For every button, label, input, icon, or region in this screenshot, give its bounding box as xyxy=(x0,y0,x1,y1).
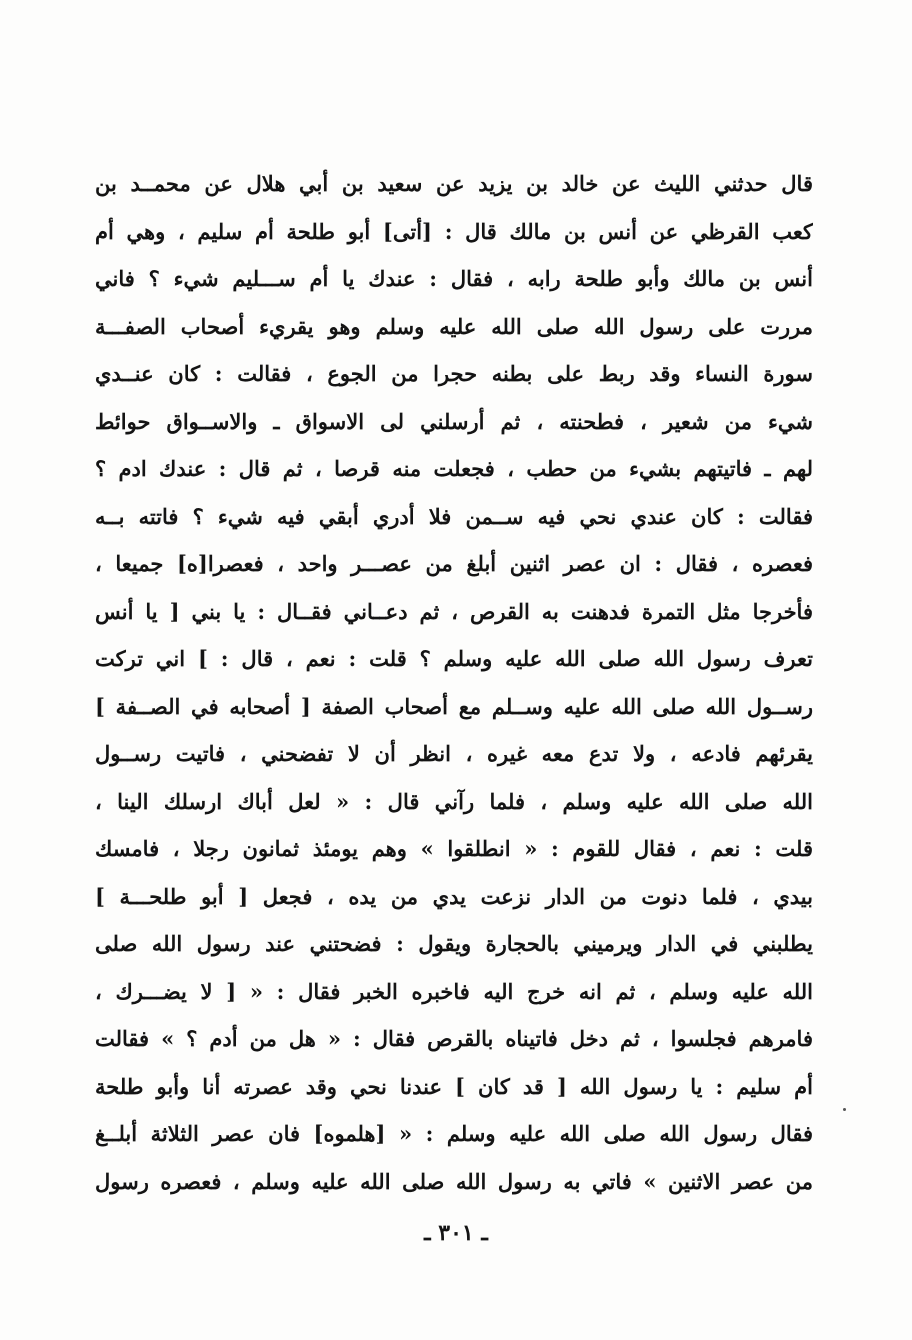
text-line: الله صلى الله عليه وسلم ، فلما رآني قال : « لعل أباك ارسلك الينا ، xyxy=(95,788,813,814)
text-line: كعب القرظي عن أنس بن مالك قال : [أتى] أبو طلحة أم سليم ، وهي أم xyxy=(95,218,813,244)
page-number: ـ ٣٠١ ـ xyxy=(424,1220,488,1246)
text-line: بيدي ، فلما دنوت من الدار نزعت يدي من يده ، فجعل [ أبو طلحـــة ] xyxy=(95,883,813,909)
text-line: أنس بن مالك وأبو طلحة رابه ، فقال : عندك يا أم ســـليم شيء ؟ فاني xyxy=(95,266,813,291)
text-line: سورة النساء وقد ربط على بطنه حجرا من الجوع ، فقالت : كان عنــدي xyxy=(95,361,813,386)
text-line: رســول الله صلى الله عليه وســلم مع أصحاب الصفة [ أصحابه في الصــفة ] xyxy=(95,693,813,719)
text-line: فأخرجا مثل التمرة فدهنت به القرص ، ثم دعــاني فقــال : يا بني [ يا أنس xyxy=(95,598,813,624)
text-line: مررت على رسول الله صلى الله عليه وسلم وهو يقريء أصحاب الصفـــة xyxy=(95,313,813,339)
text-line: قلت : نعم ، فقال للقوم : « انطلقوا » وهم يومئذ ثمانون رجلا ، فامسك xyxy=(95,836,813,861)
text-line: يطلبني في الدار ويرميني بالحجارة ويقول : فضحتني عند رسول الله صلى xyxy=(95,931,813,956)
text-line: يقرئهم فادعه ، ولا تدع معه غيره ، انظر أن لا تفضحني ، فاتيت رســول xyxy=(95,741,813,766)
body-text xyxy=(95,160,813,1205)
text-line: لهم ـ فاتيتهم بشيء من حطب ، فجعلت منه قرصا ، ثم قال : عندك ادم ؟ xyxy=(95,456,813,481)
text-line: من عصر الاثنين » فاتي به رسول الله صلى الله عليه وسلم ، فعصره رسول xyxy=(95,1168,813,1194)
text-line: تعرف رسول الله صلى الله عليه وسلم ؟ قلت : نعم ، قال : ] اني تركت xyxy=(95,646,813,671)
text-line: أم سليم : يا رسول الله [ قد كان ] عندنا نحي وقد عصرته أنا وأبو طلحة xyxy=(95,1073,813,1099)
text-line: شيء من شعير ، فطحنته ، ثم أرسلني لى الاسواق ـ والاســواق حوائط xyxy=(95,408,813,434)
text-line: فامرهم فجلسوا ، ثم دخل فاتيناه بالقرص فقال : « هل من أدم ؟ » فقالت xyxy=(95,1026,813,1051)
scan-speck xyxy=(843,1108,846,1111)
text-line: الله عليه وسلم ، ثم انه خرج اليه فاخبره الخبر فقال : « [ لا يضـــرك ، xyxy=(95,978,813,1004)
text-line: فعصره ، فقال : ان عصر اثنين أبلغ من عصـــر واحد ، فعصرا[ه] جميعا ، xyxy=(95,551,813,576)
text-line: فقالت : كان عندي نحي فيه ســمن فلا أدري أبقي فيه شيء ؟ فاتته بــه xyxy=(95,503,813,529)
text-line: فقال رسول الله صلى الله عليه وسلم : « [هلموه] فان عصر الثلاثة أبلــغ xyxy=(95,1121,813,1146)
text-line: قال حدثني الليث عن خالد بن يزيد عن سعيد بن أبي هلال عن محمــد بن xyxy=(95,171,813,196)
